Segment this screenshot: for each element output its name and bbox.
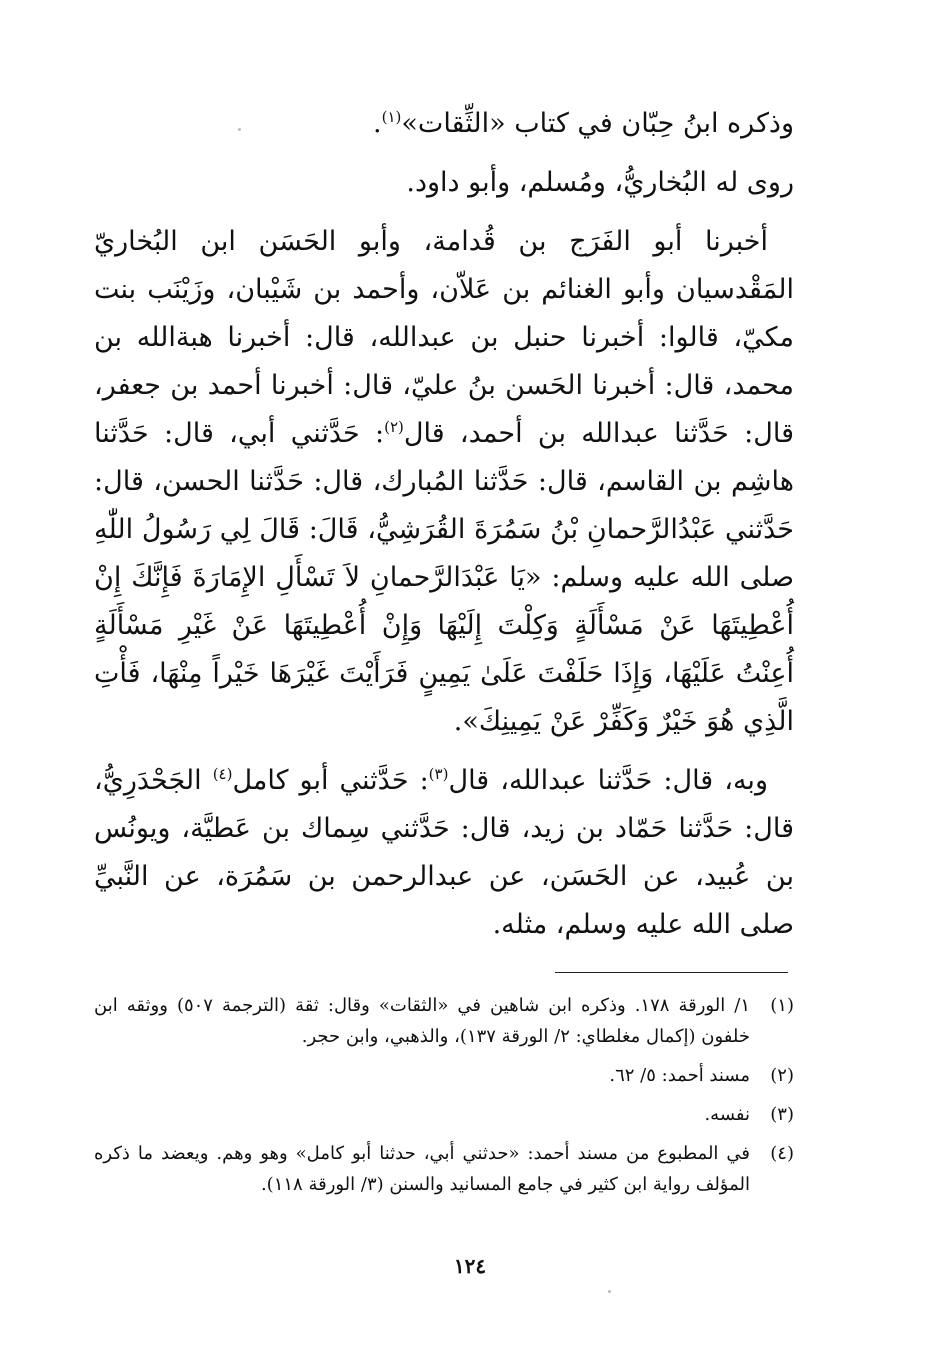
- paragraph-narrators: [94, 159, 794, 207]
- footnote-ref-2[interactable]: (٢): [384, 418, 404, 436]
- footnote-2: [94, 1060, 794, 1091]
- footnote-number: (٤): [770, 1143, 794, 1164]
- footnote-4: [94, 1138, 794, 1200]
- footnote-text: نفسه.: [704, 1104, 750, 1125]
- footnote-ref-3[interactable]: (٣): [428, 765, 449, 783]
- page-number: ١٢٤: [453, 1254, 487, 1278]
- paragraph-text: أخبرنا أبو الفَرَج بن قُدامة، وأبو الحَسَن ابن البُخاريّ المَقْدسيان وأبو الغنائم بن عَلاّن، وأحمد بن شَيْبان، وزَيْنَب بنت مكيّ، قالوا: أخبرنا حنبل بن عبدالله، قال: أخبرنا هبةالله بن محمد، قال: أخبرنا الحَسن بنُ عليّ، قال: أخبرنا أحمد بن جعفر، قال: حَدَّثنا عبدالله بن أحمد، قال: [94, 226, 794, 449]
- footnote-number: (٣): [770, 1104, 794, 1125]
- paragraph-text: وذكره ابنُ حِبّان في كتاب «الثِّقات»: [401, 108, 794, 139]
- footnote-number: (١): [770, 995, 794, 1016]
- paragraph-isnad-hadith: [94, 218, 794, 746]
- footnote-text: مسند أحمد: ٥/ ٦٢.: [609, 1065, 750, 1086]
- main-text: [94, 100, 794, 949]
- paragraph-tail: : حَدَّثني أبو كامل: [232, 765, 429, 796]
- footnote-1: [94, 990, 794, 1052]
- paragraph-tail: .: [373, 108, 382, 139]
- footnote-3: [94, 1099, 794, 1130]
- footnote-text: ١/ الورقة ١٧٨. وذكره ابن شاهين في «الثقات» وقال: ثقة (الترجمة ٥٠٧) ووثقه ابن خلفون (إكمال مغلطاي: ٢/ الورقة ١٣٧)، والذهبي، وابن حجر.: [94, 995, 750, 1047]
- footnote-number: (٢): [770, 1065, 794, 1086]
- paragraph-tail: الجَحْدَرِيُّ، قال: حَدَّثنا حَمّاد بن زيد، قال: حَدَّثني سِماك بن عَطيَّة، ويونُس بن عُبيد، عن الحَسَن، عن عبدالرحمن بن سَمُرَة، عن النَّبيِّ صلى الله عليه وسلم، مثله.: [94, 765, 794, 940]
- paragraph-second-isnad: [94, 757, 794, 949]
- footnote-separator: [555, 972, 788, 973]
- footnote-ref-1[interactable]: (١): [381, 108, 402, 126]
- paragraph-tail: : حَدَّثني أبي، قال: حَدَّثنا هاشِم بن القاسم، قال: حَدَّثنا المُبارك، قال: حَدَّثنا الحسن، قال: حَدَّثني عَبْدُالرَّحمانِ بْنُ سَمُرَةَ القُرَشِيُّ، قَالَ: قَالَ لِي رَسُولُ اللّٰهِ صلى الله عليه وسلم: «يَا عَبْدَالرَّحمانِ لاَ تَسْأَلِ الإِمَارَةَ فَإِنَّكَ إِنْ أُعْطِيتَهَا عَنْ مَسْأَلَةٍ وَكِلْتَ إِلَيْهَا وَإِنْ أُعْطِيتَهَا عَنْ غَيْرِ مَسْأَلَةٍ أُعِنْتُ عَلَيْهَا، وَإِذَا حَلَفْتَ عَلَىٰ يَمِينٍ فَرَأَيْتَ غَيْرَهَا خَيْراً مِنْهَا، فَأْتِ الَّذِي هُوَ خَيْرٌ وَكَفِّرْ عَنْ يَمِينِكَ».: [94, 418, 794, 737]
- paragraph-text: وبه، قال: حَدَّثنا عبدالله، قال: [448, 765, 768, 796]
- paragraph-ibn-hibban: [94, 100, 794, 148]
- footnote-text: في المطبوع من مسند أحمد: «حدثني أبي، حدثنا أبو كامل» وهو وهم. ويعضد ما ذكره المؤلف رواية ابن كثير في جامع المسانيد والسنن (٣/ الورقة ١١٨).: [94, 1143, 750, 1195]
- paragraph-text: روى له البُخاريُّ، ومُسلم، وأبو داود.: [406, 167, 794, 198]
- scan-speck: [238, 128, 241, 131]
- scan-speck: [608, 1290, 611, 1293]
- footnote-ref-4[interactable]: (٤): [212, 765, 233, 783]
- footnotes: [94, 990, 794, 1208]
